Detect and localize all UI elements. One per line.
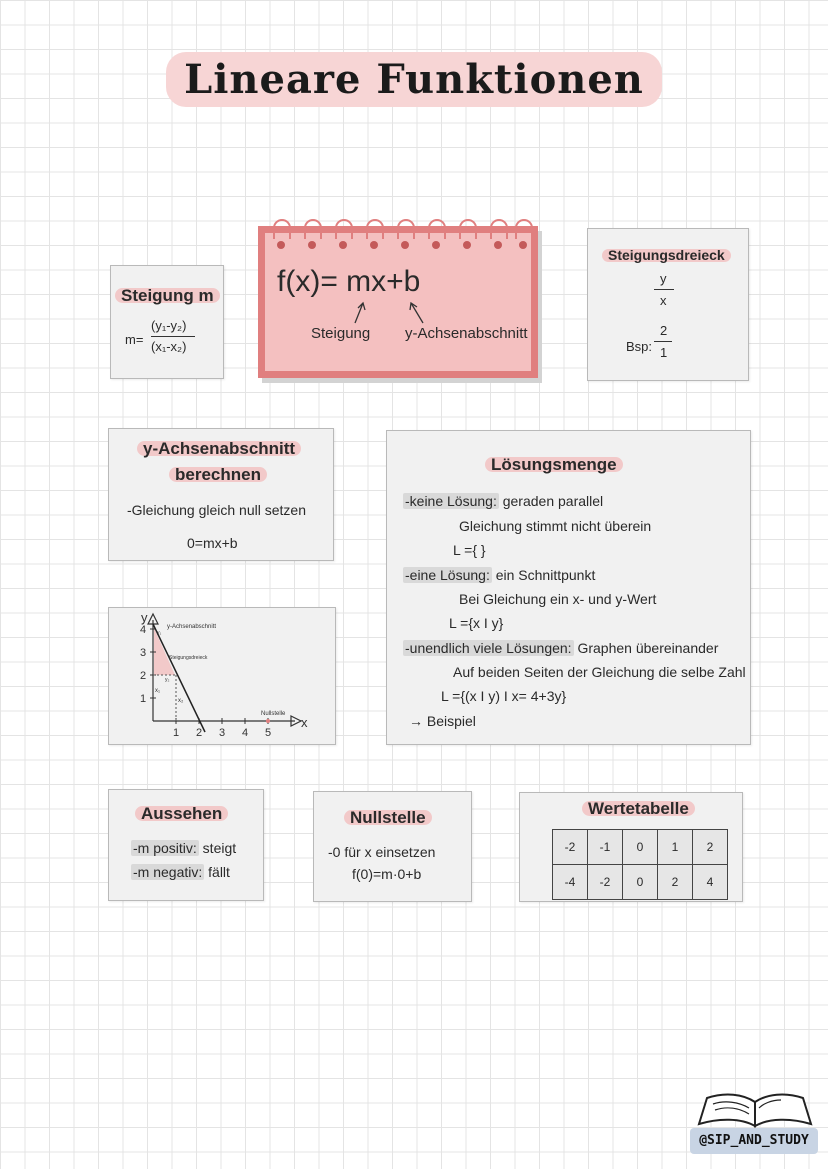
aussehen-card [108, 789, 264, 901]
graph-annot-dreieck: Steigungsdreieck [169, 655, 208, 661]
steigung-fraction-bar [151, 336, 195, 337]
table-cell: -4 [553, 865, 588, 900]
loesung-beispiel-label: Beispiel [426, 713, 476, 729]
loesung-keine-label: -keine Lösung: [405, 493, 497, 509]
table-cell: 2 [658, 865, 693, 900]
graph-annot-nullstelle: Nullstelle [261, 711, 286, 717]
nullstelle-heading: Nullstelle [350, 808, 426, 827]
graph-function-line [153, 624, 205, 732]
graph-y-tick: 1 [140, 693, 147, 705]
graph-annot-yachsen: y-Achsenabschnitt [167, 624, 217, 630]
aussehen-line1-label: -m positiv: [133, 840, 197, 856]
dreieck-heading: Steigungsdreieck [608, 247, 725, 263]
loesung-unendlich-label: -unendlich viele Lösungen: [405, 640, 572, 656]
graph-x-tick: 3 [219, 727, 226, 739]
graph-x-tick: 5 [265, 727, 272, 739]
dreieck-bsp-label: Bsp: [626, 339, 653, 354]
table-cell: -2 [588, 865, 623, 900]
loesung-keine-text: geraden parallel [498, 493, 604, 509]
yachsen-heading-2: berechnen [175, 465, 261, 484]
dreieck-bsp-num: 2 [660, 323, 668, 338]
loesung-eine-line3: L ={x I y} [449, 615, 504, 631]
loesung-eine-line2: Bei Gleichung ein x- und y-Wert [459, 591, 657, 607]
table-cell: 0 [623, 830, 658, 865]
steigung-heading: Steigung m [121, 286, 214, 305]
dreieck-bsp-bar [654, 341, 672, 342]
graph-x-label: x [301, 715, 308, 730]
aussehen-line2 [131, 864, 230, 880]
loesung-card [386, 430, 751, 745]
loesung-eine-text: ein Schnittpunkt [491, 567, 596, 583]
loesung-keine [403, 493, 603, 509]
formula-main: f(x)= mx+b [277, 265, 421, 298]
page-title-wrap [0, 52, 828, 107]
graph-annot-y2: y₂ [165, 677, 170, 683]
table-cell: 0 [623, 865, 658, 900]
graph-nullstelle-dot [266, 719, 270, 723]
graph-y-tick: 2 [140, 670, 147, 682]
loesung-eine [403, 567, 595, 583]
wertetabelle-card [519, 792, 743, 902]
yachsen-card [108, 428, 334, 561]
aussehen-line1-text: steigt [198, 840, 237, 856]
formula-arrows [265, 233, 531, 371]
aussehen-line2-label: -m negativ: [133, 864, 203, 880]
aussehen-heading: Aussehen [141, 804, 223, 823]
graph-svg [109, 608, 335, 744]
nullstelle-line2: f(0)=m·0+b [352, 866, 422, 882]
page-title: Lineare Funktionen [166, 52, 662, 107]
table-row [553, 830, 728, 865]
graph-card [108, 607, 336, 745]
loesung-keine-line3: L ={ } [453, 542, 486, 558]
graph-y-label: y [141, 610, 148, 625]
dreieck-den: x [660, 293, 667, 308]
graph-annot-y1: y₁ [157, 630, 162, 636]
loesung-unendlich [403, 640, 718, 656]
loesung-keine-line2: Gleichung stimmt nicht überein [459, 518, 652, 534]
dreieck-num: y [660, 271, 667, 286]
steigung-prefix: m= [125, 332, 144, 347]
loesung-unendlich-line3: L ={(x I y) I x= 4+3y} [441, 688, 567, 704]
steigung-numerator: (y₁-y₂) [151, 318, 187, 333]
arrow-right-icon: → [409, 713, 423, 729]
graph-x-tick: 4 [242, 727, 249, 739]
wertetabelle-table [552, 829, 728, 900]
yachsen-line1: -Gleichung gleich null setzen [127, 502, 306, 518]
aussehen-line2-text: fällt [204, 864, 230, 880]
loesung-unendlich-text: Graphen übereinander [573, 640, 719, 656]
table-cell: -2 [553, 830, 588, 865]
yachsen-line2: 0=mx+b [187, 535, 238, 551]
loesung-eine-label: -eine Lösung: [405, 567, 490, 583]
loesung-heading: Lösungsmenge [491, 455, 617, 474]
graph-annot-x2: x₂ [178, 698, 184, 704]
nullstelle-card [313, 791, 472, 902]
steigung-denominator: (x₁-x₂) [151, 339, 187, 354]
steigungsdreieck-card [587, 228, 749, 381]
nullstelle-line1: -0 für x einsetzen [328, 844, 436, 860]
brand-handle: @SIP_AND_STUDY [690, 1128, 818, 1154]
wertetabelle-heading: Wertetabelle [588, 799, 689, 818]
formula-label-m: Steigung [311, 325, 371, 342]
table-row [553, 865, 728, 900]
aussehen-line1 [131, 840, 236, 856]
yachsen-heading-1: y-Achsenabschnitt [143, 439, 296, 458]
table-cell: -1 [588, 830, 623, 865]
dreieck-fraction-bar [654, 289, 674, 290]
graph-x-tick: 1 [173, 727, 180, 739]
open-book-icon [693, 1090, 817, 1130]
formula-notepad [258, 226, 538, 378]
table-cell: 2 [693, 830, 728, 865]
table-cell: 4 [693, 865, 728, 900]
graph-annot-x1: x₁ [155, 688, 161, 694]
graph-x-tick: 2 [196, 727, 203, 739]
formula-label-b: y-Achsenabschnitt [405, 325, 528, 342]
graph-y-tick: 3 [140, 647, 147, 659]
graph-y-tick: 4 [140, 624, 147, 636]
loesung-unendlich-line2: Auf beiden Seiten der Gleichung die selbe Zahl [453, 664, 746, 680]
table-cell: 1 [658, 830, 693, 865]
steigung-card [110, 265, 224, 379]
loesung-beispiel [409, 713, 476, 729]
dreieck-bsp-den: 1 [660, 345, 668, 360]
